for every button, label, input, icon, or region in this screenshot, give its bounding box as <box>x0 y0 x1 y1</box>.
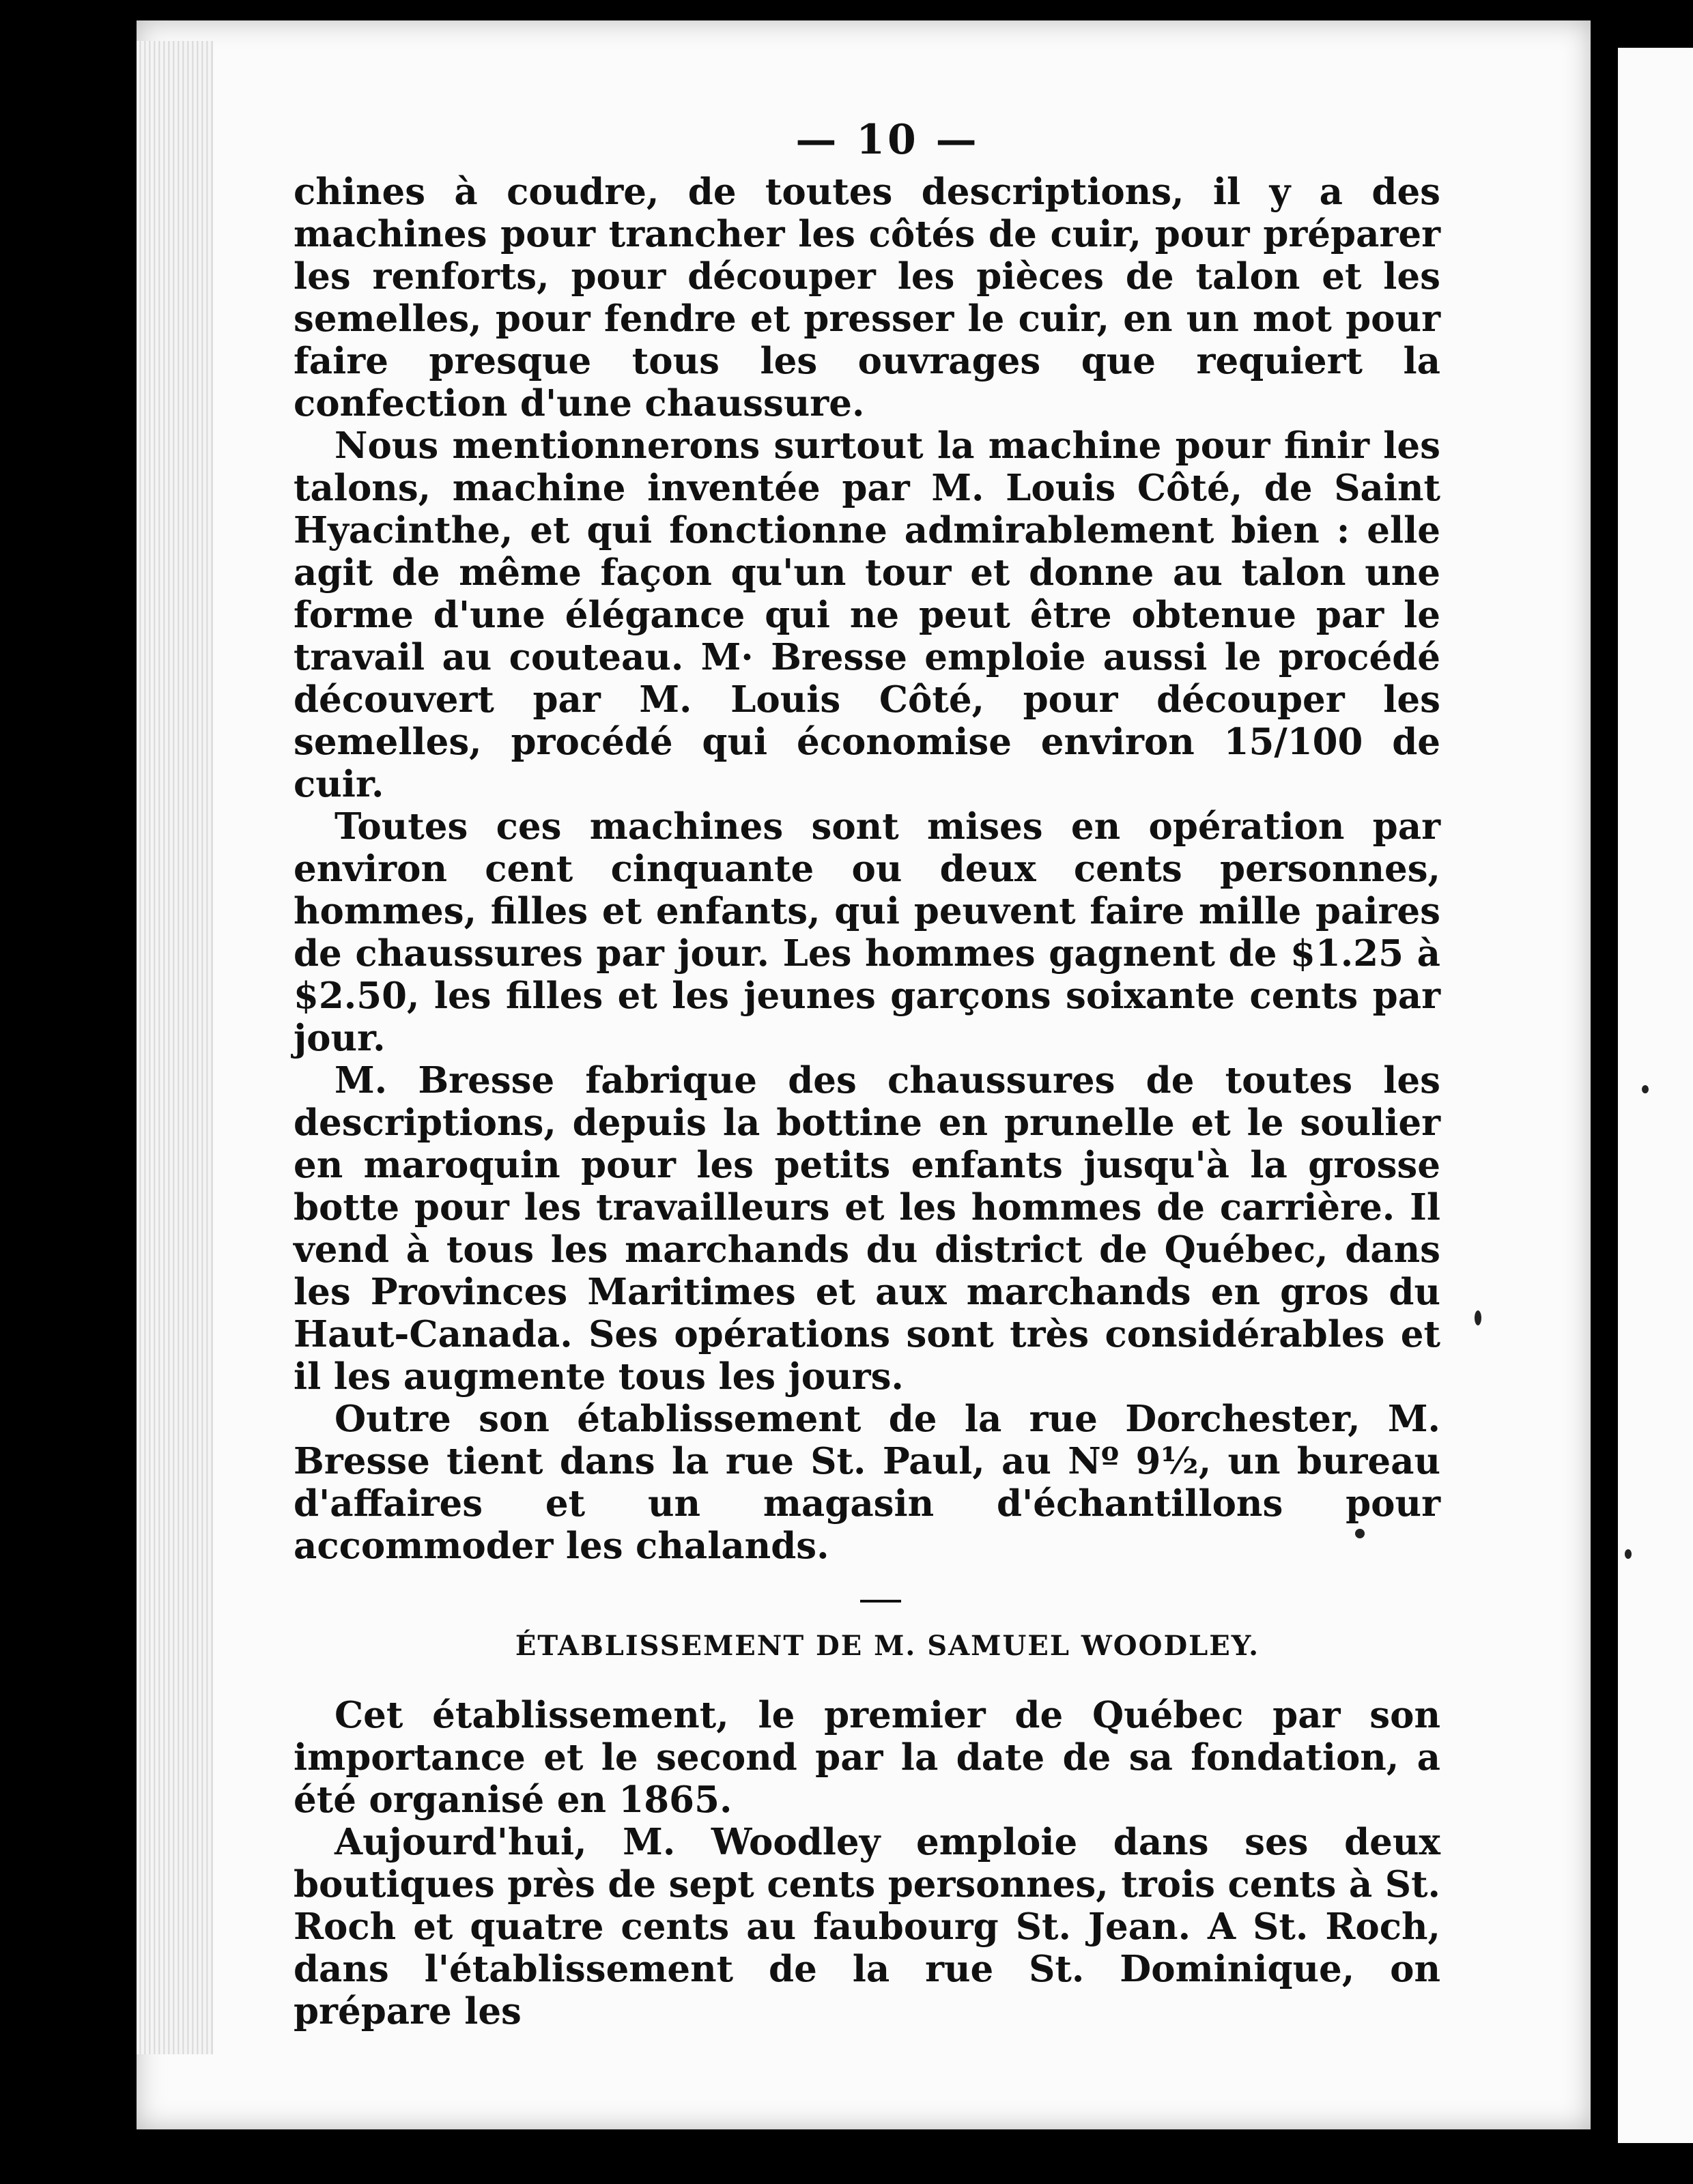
page-number: — 10 — <box>795 116 980 164</box>
paragraph-3: Toutes ces machines sont mises en opération par environ cent cinquante ou deux cents personnes, hommes, filles et enfants, qui peuvent faire mille paires de chaussures par jour. Les hommes gagnent de $1.25 à $2.50, les filles et les jeunes garçons soixante cents par jour. <box>294 805 1440 1059</box>
section-paragraph-2: Aujourd'hui, M. Woodley emploie dans ses deux boutiques près de sept cents personnes, trois cents à St. Roch et quatre cents au faubourg St. Jean. A St. Roch, dans l'établissement de la rue St. Dominique, on prépare les <box>294 1821 1440 2032</box>
scan-speck <box>1355 1529 1365 1538</box>
section-heading: ÉTABLISSEMENT DE M. SAMUEL WOODLEY. <box>515 1630 1260 1662</box>
scan-speck <box>1625 1549 1632 1559</box>
paragraph-2: Nous mentionnerons surtout la machine pour finir les talons, machine inventée par M. Louis Côté, de Saint Hyacinthe, et qui fonctionne admirablement bien : elle agit de même façon qu'un tour et donne au talon une forme d'une élégance qui ne peut être obtenue par le travail au couteau. M· Bresse emploie aussi le procédé découvert par M. Louis Côté, pour découper les semelles, procédé qui économise environ 15/100 de cuir. <box>294 425 1440 805</box>
adjacent-page-edge <box>1618 48 1693 2143</box>
page-text <box>294 109 1440 2032</box>
page-edges <box>137 41 213 2054</box>
section-paragraph-1: Cet établissement, le premier de Québec par son importance et le second par la date de sa fondation, a été organisé en 1865. <box>294 1694 1440 1821</box>
paragraph-5: Outre son établissement de la rue Dorchester, M. Bresse tient dans la rue St. Paul, au Nº 9½, un bureau d'affaires et un magasin d'échantillons pour accommoder les chalands. <box>294 1398 1440 1567</box>
scan-speck <box>1475 1310 1481 1325</box>
paragraph-1: chines à coudre, de toutes descriptions, il y a des machines pour trancher les côtés de cuir, pour préparer les renforts, pour découper les pièces de talon et les semelles, pour fendre et presser le cuir, en un mot pour faire presque tous les ouvrages que requiert la confection d'une chaussure. <box>294 171 1440 425</box>
section-divider <box>860 1600 901 1603</box>
paragraph-4: M. Bresse fabrique des chaussures de toutes les descriptions, depuis la bottine en prunelle et le soulier en maroquin pour les petits enfants jusqu'à la grosse botte pour les travailleurs et les hommes de carrière. Il vend à tous les marchands du district de Québec, dans les Provinces Maritimes et aux marchands en gros du Haut-Canada. Ses opérations sont très considérables et il les augmente tous les jours. <box>294 1059 1440 1398</box>
scan-speck <box>1642 1085 1649 1093</box>
